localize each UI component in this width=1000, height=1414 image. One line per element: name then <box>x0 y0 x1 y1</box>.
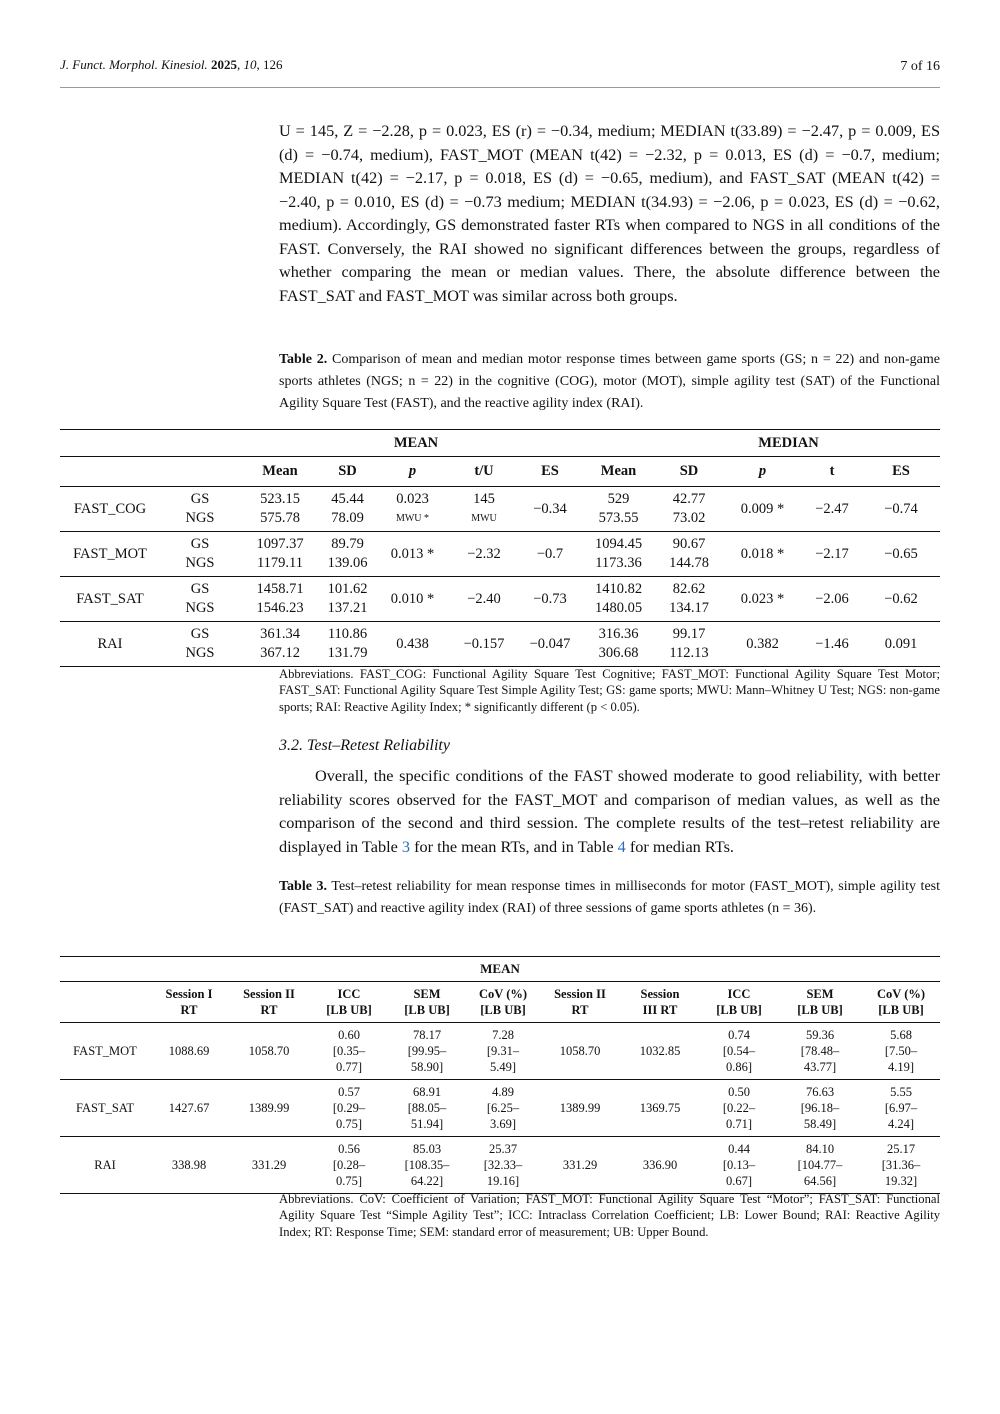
reliability-text-2: for the mean RTs, and in Table <box>410 836 618 856</box>
table3-icc <box>310 1080 388 1137</box>
table2-median-sd-line1: 82.62 <box>672 581 706 597</box>
table3-caption-text: Test–retest reliability for mean response times in milliseconds for motor (FAST_MOT), simple agility test (FAST_SAT) and reactive agility index (RAI) of three sessions of game sports athletes (n = 36). <box>279 879 940 916</box>
table2-col-median-sd: SD <box>655 457 723 487</box>
table3-cov-line: [9.31– <box>486 1044 520 1058</box>
table2-median-mean-line1: 529 <box>607 491 630 507</box>
table3-col-header-line1: ICC <box>727 987 751 1001</box>
table3-sem-line: 51.94] <box>410 1117 444 1131</box>
table2-median-mean <box>582 622 655 667</box>
table2-median-sd-line1: 90.67 <box>672 536 706 552</box>
table3-sem2 <box>778 1023 862 1080</box>
table3-col-header-line2: RT <box>260 1003 278 1017</box>
table3-cov-line: 3.69] <box>489 1117 517 1131</box>
table3-col-header-line1: ICC <box>337 987 361 1001</box>
table2-mean-line2: 367.12 <box>260 645 300 661</box>
table3-icc2-line: 0.74 <box>728 1028 750 1042</box>
table3-col-header <box>310 982 388 1023</box>
table2-tu-line1: 145 <box>473 491 495 507</box>
table2-groups <box>160 532 240 577</box>
table2-median-p: 0.382 <box>723 622 802 667</box>
table2-median-sd-line2: 144.78 <box>669 555 709 571</box>
table3-col-header-line1: Session II <box>243 987 295 1001</box>
table2-sd-line2: 78.09 <box>331 510 364 526</box>
table3-cov <box>466 1023 540 1080</box>
table2-groups <box>160 577 240 622</box>
table2-row <box>60 532 940 577</box>
table2-groups <box>160 487 240 532</box>
table3-sem2-line: 64.56] <box>803 1174 837 1188</box>
table2-caption <box>279 349 940 415</box>
table2-median-sd <box>655 487 723 532</box>
table2-sd-line1: 101.62 <box>327 581 368 597</box>
table3-icc2 <box>700 1137 778 1194</box>
table3-row-label: RAI <box>60 1137 150 1194</box>
table3-row-label: FAST_SAT <box>60 1080 150 1137</box>
table2-median-es: −0.62 <box>862 577 940 622</box>
table2-row <box>60 577 940 622</box>
table2-row <box>60 487 940 532</box>
table2-group-line2: NGS <box>185 645 215 661</box>
table2-median-mean-line1: 1094.45 <box>594 536 643 552</box>
table3-sem2-line: 43.77] <box>803 1060 837 1074</box>
table2-median-mean <box>582 532 655 577</box>
table2-group-mean: MEAN <box>60 430 582 457</box>
table2-median-sd-line2: 112.13 <box>669 645 709 661</box>
table3-col-header <box>466 982 540 1023</box>
table2-mean-line2: 1546.23 <box>256 600 304 616</box>
table3-sem2-line: [104.77– <box>797 1158 843 1172</box>
table3-col-header <box>150 982 228 1023</box>
table2-mean <box>240 577 320 622</box>
table3-cov <box>466 1080 540 1137</box>
table3-col-header-line1: CoV (%) <box>876 987 926 1001</box>
table2-mean <box>240 622 320 667</box>
table3-sem-line: 85.03 <box>412 1142 442 1156</box>
table3-icc-line: 0.56 <box>338 1142 360 1156</box>
table3-abbreviations: Abbreviations. CoV: Coefficient of Variation; FAST_MOT: Functional Agility Square Test “Motor”; FAST_SAT: Functional Agility Square Test “Simple Agility Test”; ICC: Intraclass Correlation Coefficient; LB: Lower Bound; RAI: Reactive Agility Index; RT: Response Time; SEM: standard error of measurement; UB: Upper Bound. <box>279 1192 940 1239</box>
table3-col-header <box>540 982 620 1023</box>
table3-link[interactable]: 3 <box>401 836 411 856</box>
table2-sd <box>320 622 375 667</box>
table3-icc2-line: 0.71] <box>725 1117 753 1131</box>
table2-p: 0.013 * <box>375 532 450 577</box>
table2-median-sd <box>655 622 723 667</box>
table3-col-header-line2: [LB UB] <box>326 1003 372 1017</box>
table2-median-p: 0.023 * <box>723 577 802 622</box>
table2-group-line2: NGS <box>185 510 215 526</box>
table2-p-line1: 0.023 <box>396 491 429 507</box>
table3-session2b: 331.29 <box>540 1137 620 1194</box>
table3-col-header-line1: SEM <box>806 987 834 1001</box>
table3-cov2-line: [31.36– <box>881 1158 921 1172</box>
table2-median-mean-line2: 306.68 <box>598 645 639 661</box>
table3-sem-line: 68.91 <box>412 1085 442 1099</box>
table2-median-sd-line2: 73.02 <box>672 510 706 526</box>
table2-median-es: −0.74 <box>862 487 940 532</box>
table2-tu-line2: MWU <box>471 513 497 524</box>
table3-session1: 1088.69 <box>150 1023 228 1080</box>
table2-tu: −2.32 <box>450 532 518 577</box>
table3-icc-line: 0.57 <box>338 1085 360 1099</box>
table3-col-header-line2: III RT <box>642 1003 678 1017</box>
table3-cov2 <box>862 1137 940 1194</box>
table2-group-median: MEDIAN <box>582 430 940 457</box>
table2-median-mean <box>582 577 655 622</box>
table3-session2: 1058.70 <box>228 1023 310 1080</box>
table3-row <box>60 1023 940 1080</box>
table3-cov2-line: [6.97– <box>884 1101 918 1115</box>
table3-sem-line: [88.05– <box>407 1101 447 1115</box>
table2-median-t: −2.47 <box>802 487 862 532</box>
table2-abbreviations: Abbreviations. FAST_COG: Functional Agility Square Test Cognitive; FAST_MOT: Functional Agility Square Test Motor; FAST_SAT: Functional Agility Square Test Simple Agility Test; GS: game sports; MWU: Mann–Whitney U Test; NGS: non-game sports; RAI: Reactive Agility Index; * significantly different (p < 0.05). <box>279 667 940 714</box>
table2-groups <box>160 622 240 667</box>
table3-session1: 1427.67 <box>150 1080 228 1137</box>
page-number: 7 of 16 <box>900 59 940 74</box>
table3-icc-line: [0.28– <box>332 1158 366 1172</box>
table3-sem-line: 78.17 <box>412 1028 442 1042</box>
table3-icc2-line: [0.54– <box>722 1044 756 1058</box>
journal-name: J. Funct. Morphol. Kinesiol. <box>60 57 208 72</box>
table4-link[interactable]: 4 <box>617 836 626 856</box>
table2-p: 0.010 * <box>375 577 450 622</box>
table2-col-median-p: p <box>723 457 802 487</box>
table3-sem2-line: 76.63 <box>805 1085 835 1099</box>
table3-col-header <box>228 982 310 1023</box>
journal-citation: J. Funct. Morphol. Kinesiol. 2025, 10, 126 <box>60 57 283 72</box>
table2-es: −0.047 <box>518 622 582 667</box>
table3-col-header-line1: Session II <box>554 987 606 1001</box>
table3-icc2-line: [0.22– <box>722 1101 756 1115</box>
table3-col-header-line2: RT <box>180 1003 198 1017</box>
table2-col-sd: SD <box>320 457 375 487</box>
table2-group-line1: GS <box>190 491 210 507</box>
table2-sd-line1: 45.44 <box>331 491 364 507</box>
table3-row-label: FAST_MOT <box>60 1023 150 1080</box>
table3-cov2 <box>862 1023 940 1080</box>
table3-icc <box>310 1023 388 1080</box>
table3-session3: 1032.85 <box>620 1023 700 1080</box>
table2-mean <box>240 487 320 532</box>
table2-sd <box>320 577 375 622</box>
table2-mean-line2: 1179.11 <box>256 555 304 571</box>
table3-sem2-line: [96.18– <box>800 1101 840 1115</box>
table3-cov-line: 5.49] <box>489 1060 517 1074</box>
table3-session3: 1369.75 <box>620 1080 700 1137</box>
table2-col-p: p <box>375 457 450 487</box>
table2-group-line2: NGS <box>185 600 215 616</box>
table2-col-median-es: ES <box>862 457 940 487</box>
table2-median-mean-line2: 1173.36 <box>595 555 642 571</box>
table2-median-mean-line2: 1480.05 <box>594 600 643 616</box>
table3-caption <box>279 876 940 920</box>
table3-col-header-line1: CoV (%) <box>478 987 528 1001</box>
table2-median-es: −0.65 <box>862 532 940 577</box>
reliability-text-3: for median RTs. <box>625 836 734 856</box>
table2-median-sd <box>655 577 723 622</box>
table3-col-header-line1: Session <box>640 987 680 1001</box>
table2-es: −0.7 <box>518 532 582 577</box>
table2-median-sd-line1: 99.17 <box>672 626 706 642</box>
table2-col-es: ES <box>518 457 582 487</box>
table2-es: −0.34 <box>518 487 582 532</box>
table3-icc2-line: 0.86] <box>725 1060 753 1074</box>
table3-row <box>60 1080 940 1137</box>
table2-mean-line1: 361.34 <box>260 626 300 642</box>
table2-group-line1: GS <box>190 626 210 642</box>
table3-col-header <box>700 982 778 1023</box>
table3-session1: 338.98 <box>150 1137 228 1194</box>
table3 <box>60 956 940 1194</box>
table3-session2: 331.29 <box>228 1137 310 1194</box>
table2-mean <box>240 532 320 577</box>
table3-icc-line: [0.35– <box>332 1044 366 1058</box>
table3-sem <box>388 1137 466 1194</box>
table3-col-header-line2: [LB UB] <box>480 1003 526 1017</box>
table2-caption-label: Table 2. <box>279 352 328 367</box>
section-heading: 3.2. Test–Retest Reliability <box>279 737 450 754</box>
table3-cov-line: 7.28 <box>492 1028 514 1042</box>
table2-median-t: −1.46 <box>802 622 862 667</box>
table2-sd-line2: 137.21 <box>327 600 368 616</box>
table3-icc-line: 0.77] <box>335 1060 363 1074</box>
table2-row-label: FAST_COG <box>60 487 160 532</box>
table2-group-line2: NGS <box>185 555 215 571</box>
table2-sd-line2: 131.79 <box>327 645 368 661</box>
table2-col-median-t: t <box>802 457 862 487</box>
table2-tu: −2.40 <box>450 577 518 622</box>
table3-col-header-line2: [LB UB] <box>404 1003 450 1017</box>
table3-sem2-line: 84.10 <box>805 1142 835 1156</box>
table2-sd <box>320 487 375 532</box>
table3-column-headers <box>60 982 940 1023</box>
table2-sd-line1: 89.79 <box>331 536 364 552</box>
table3-row <box>60 1137 940 1194</box>
table3-icc-line: 0.75] <box>335 1174 363 1188</box>
table3-sem-line: [99.95– <box>407 1044 447 1058</box>
table3-cov2-line: 5.55 <box>890 1085 912 1099</box>
table3-sem-line: 64.22] <box>410 1174 444 1188</box>
table2-column-headers <box>60 457 940 487</box>
table2-median-p: 0.009 * <box>723 487 802 532</box>
header-rule <box>60 87 940 88</box>
table3-col-header-line2: [LB UB] <box>716 1003 762 1017</box>
table3-icc2 <box>700 1080 778 1137</box>
table2-median-mean-line1: 316.36 <box>598 626 639 642</box>
table2-median-mean <box>582 487 655 532</box>
table2-row <box>60 622 940 667</box>
table3-sem2-line: 59.36 <box>805 1028 835 1042</box>
table3-icc-line: 0.60 <box>338 1028 360 1042</box>
table2-col-mean: Mean <box>240 457 320 487</box>
table3-icc2-line: 0.67] <box>725 1174 753 1188</box>
table3-col-header-line2: RT <box>571 1003 589 1017</box>
table3-icc2 <box>700 1023 778 1080</box>
table2-mean-line1: 1097.37 <box>256 536 304 552</box>
table2-mean-line1: 523.15 <box>260 491 300 507</box>
table3-col-header-line2: [LB UB] <box>878 1003 924 1017</box>
table2-es: −0.73 <box>518 577 582 622</box>
table3-icc2-line: 0.44 <box>728 1142 750 1156</box>
table3-cov <box>466 1137 540 1194</box>
table3-icc-line: [0.29– <box>332 1101 366 1115</box>
table3-cov-line: 19.16] <box>486 1174 520 1188</box>
table3-sem2-line: 58.49] <box>803 1117 837 1131</box>
table2-row-label: FAST_MOT <box>60 532 160 577</box>
table3-icc-line: 0.75] <box>335 1117 363 1131</box>
table2-median-sd-line1: 42.77 <box>672 491 706 507</box>
table3-cov-line: 4.89 <box>492 1085 514 1099</box>
table3-col-header <box>388 982 466 1023</box>
journal-year: 2025 <box>210 57 237 72</box>
table3-sem <box>388 1023 466 1080</box>
table3-sem2 <box>778 1137 862 1194</box>
table2-median-mean-line2: 573.55 <box>598 510 639 526</box>
table2-median-sd <box>655 532 723 577</box>
table3-session3: 336.90 <box>620 1137 700 1194</box>
table3-col-header <box>620 982 700 1023</box>
table2-median-sd-line2: 134.17 <box>669 600 709 616</box>
table2-row-label: RAI <box>60 622 160 667</box>
journal-volume: 10 <box>243 57 257 72</box>
table3-icc2-line: [0.13– <box>722 1158 756 1172</box>
table3-session2b: 1389.99 <box>540 1080 620 1137</box>
table2-tu: −0.157 <box>450 622 518 667</box>
table3-session2: 1389.99 <box>228 1080 310 1137</box>
table3-cov-line: [32.33– <box>483 1158 523 1172</box>
table3-cov2-line: 4.24] <box>887 1117 915 1131</box>
table2-p: 0.438 <box>375 622 450 667</box>
table3-sem-line: 58.90] <box>410 1060 444 1074</box>
table2-col-tu: t/U <box>450 457 518 487</box>
table2-row-label: FAST_SAT <box>60 577 160 622</box>
table3-icc <box>310 1137 388 1194</box>
table3-sem2 <box>778 1080 862 1137</box>
table2-col-median-mean: Mean <box>582 457 655 487</box>
table3-cov2-line: 5.68 <box>890 1028 912 1042</box>
table2-median-es: 0.091 <box>862 622 940 667</box>
table2-tu <box>450 487 518 532</box>
table2-median-t: −2.06 <box>802 577 862 622</box>
table2-mean-line2: 575.78 <box>260 510 300 526</box>
table2-median-t: −2.17 <box>802 532 862 577</box>
table3-col-header-line1: Session I <box>165 987 213 1001</box>
table3-cov-line: [6.25– <box>486 1101 520 1115</box>
table2-caption-text: Comparison of mean and median motor response times between game sports (GS; n = 22) and non-game sports athletes (NGS; n = 22) in the cognitive (COG), motor (MOT), simple agility test (SAT) of the Functional Agility Square Test (FAST), and the reactive agility index (RAI). <box>279 352 940 411</box>
table3-cov2-line: 4.19] <box>887 1060 915 1074</box>
table3-sem <box>388 1080 466 1137</box>
table3-cov2-line: 25.17 <box>886 1142 916 1156</box>
table3-group-mean: MEAN <box>60 957 940 982</box>
table3-col-header-line2: [LB UB] <box>797 1003 843 1017</box>
table2-sd-line1: 110.86 <box>327 626 368 642</box>
table2-group-line1: GS <box>190 581 210 597</box>
table3-sem2-line: [78.48– <box>800 1044 840 1058</box>
reliability-paragraph <box>279 764 940 858</box>
table2-p <box>375 487 450 532</box>
table3-col-header <box>778 982 862 1023</box>
table3-col-header-line1: SEM <box>413 987 441 1001</box>
table3-cov2-line: 19.32] <box>884 1174 918 1188</box>
table2-median-p: 0.018 * <box>723 532 802 577</box>
table3-cov2 <box>862 1080 940 1137</box>
table2-sd-line2: 139.06 <box>327 555 368 571</box>
table3-cov2-line: [7.50– <box>884 1044 918 1058</box>
table3-icc2-line: 0.50 <box>728 1085 750 1099</box>
journal-article: , 126 <box>256 57 283 72</box>
table2-mean-line1: 1458.71 <box>256 581 304 597</box>
results-paragraph: U = 145, Z = −2.28, p = 0.023, ES (r) = −0.34, medium; MEDIAN t(33.89) = −2.47, p = 0.009, ES (d) = −0.74, medium), FAST_MOT (MEAN t(42) = −2.32, p = 0.013, ES (d) = −0.7, medium; MEDIAN t(42) = −2.17, p = 0.018, ES (d) = −0.65, medium), and FAST_SAT (MEAN t(42) = −2.40, p = 0.010, ES (d) = −0.73 medium; MEDIAN t(34.93) = −2.06, p = 0.023, ES (d) = −0.62, medium). Accordingly, GS demonstrated faster RTs when compared to NGS in all conditions of the FAST. Conversely, the RAI showed no significant differences between the groups, regardless of whether comparing the mean or median values. There, the absolute difference between the FAST_SAT and FAST_MOT was similar across both groups. <box>279 121 940 305</box>
table2 <box>60 429 940 667</box>
reliability-text-1: Overall, the specific conditions of the FAST showed moderate to good reliability, with better reliability scores observed for the FAST_MOT and comparison of median values, as well as the comparison of the second and third session. The complete results of the test–retest reliability are displayed in Table <box>279 766 940 856</box>
page-header <box>60 57 940 77</box>
table3-session2b: 1058.70 <box>540 1023 620 1080</box>
table2-sd <box>320 532 375 577</box>
table3-sem-line: [108.35– <box>404 1158 450 1172</box>
table2-group-line1: GS <box>190 536 210 552</box>
table3-caption-label: Table 3. <box>279 879 328 894</box>
table3-cov-line: 25.37 <box>488 1142 518 1156</box>
table2-p-line2: MWU * <box>395 513 430 524</box>
table3-col-header <box>862 982 940 1023</box>
table2-median-mean-line1: 1410.82 <box>594 581 643 597</box>
